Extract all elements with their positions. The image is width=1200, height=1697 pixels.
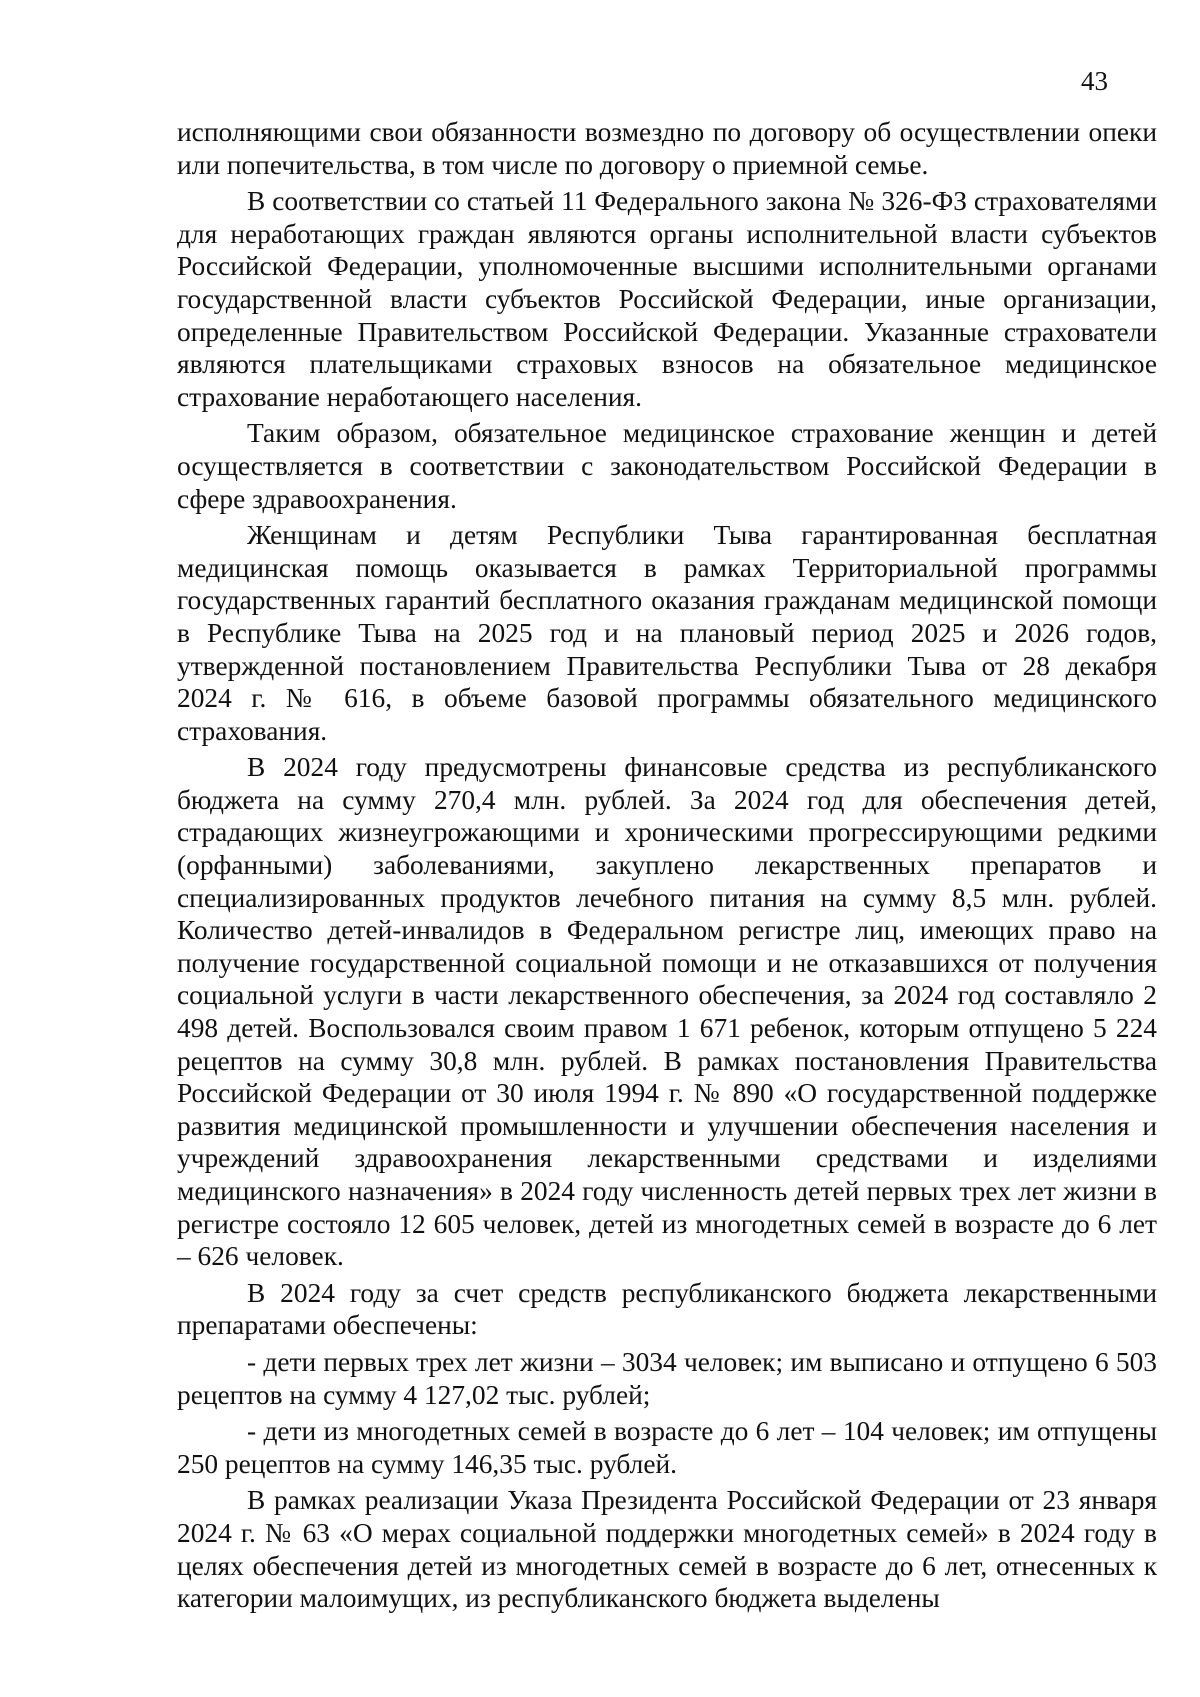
paragraph-4: Женщинам и детям Республики Тыва гарантированная бесплатная медицинская помощь оказывается в рамках Территориальной программы государственных гарантий бесплатного оказания гражданам медицинской помощи в Республике Тыва на 2025 год и на плановый период 2025 и 2026 годов, утвержденной постановлением Правительства Республики Тыва от 28 декабря 2024 г. № 616, в объеме базовой программы обязательного медицинского страхования. — [177, 520, 1157, 746]
paragraph-2: В соответствии со статьей 11 Федерального закона № 326-ФЗ страхователями для неработающих граждан являются органы исполнительной власти субъектов Российской Федерации, уполномоченные высшими исполнительными органами государственной власти субъектов Российской Федерации, иные организации, определенные Правительством Российской Федерации. Указанные страхователи являются плательщиками страховых взносов на обязательное медицинское страхование неработающего населения. — [177, 186, 1157, 412]
paragraph-1: исполняющими свои обязанности возмездно по договору об осуществлении опеки или попечительства, в том числе по договору о приемной семье. — [177, 117, 1157, 180]
list-item-children-large-families: - дети из многодетных семей в возрасте до 6 лет – 104 человек; им отпущены 250 рецептов на сумму 146,35 тыс. рублей. — [177, 1416, 1157, 1479]
body-text — [177, 116, 1157, 1619]
paragraph-3: Таким образом, обязательное медицинское страхование женщин и детей осуществляется в соответствии с законодательством Российской Федерации в сфере здравоохранения. — [177, 418, 1157, 514]
paragraph-9: В рамках реализации Указа Президента Российской Федерации от 23 января 2024 г. № 63 «О мерах социальной поддержки многодетных семей» в 2024 году в целях обеспечения детей из многодетных семей в возрасте до 6 лет, отнесенных к категории малоимущих, из республиканского бюджета выделены — [177, 1485, 1157, 1614]
paragraph-6: В 2024 году за счет средств республиканского бюджета лекарственными препаратами обеспечены: — [177, 1277, 1157, 1341]
paragraph-5: В 2024 году предусмотрены финансовые средства из республиканского бюджета на сумму 270,4 млн. рублей. За 2024 год для обеспечения детей, страдающих жизнеугрожающими и хроническими прогрессирующими редкими (орфанными) заболеваниями, закуплено лекарственных препаратов и специализированных продуктов лечебного питания на сумму 8,5 млн. рублей. Количество детей-инвалидов в Федеральном регистре лиц, имеющих право на получение государственной социальной помощи и не отказавшихся от получения социальной услуги в части лекарственного обеспечения, за 2024 год составляло 2 498 детей. Воспользовался своим правом 1 671 ребенок, которым отпущено 5 224 рецептов на сумму 30,8 млн. рублей. В рамках постановления Правительства Российской Федерации от 30 июля 1994 г. № 890 «О государственной поддержке развития медицинской промышленности и улучшении обеспечения населения и учреждений здравоохранения лекарственными средствами и изделиями медицинского назначения» в 2024 году численность детей первых трех лет жизни в регистре состояло 12 605 человек, детей из многодетных семей в возрасте до 6 лет – 626 человек. — [177, 752, 1157, 1272]
list-item-children-first-three-years: - дети первых трех лет жизни – 3034 человек; им выписано и отпущено 6 503 рецептов на сумму 4 127,02 тыс. рублей; — [177, 1346, 1157, 1410]
page-number: 43 — [1081, 66, 1108, 96]
